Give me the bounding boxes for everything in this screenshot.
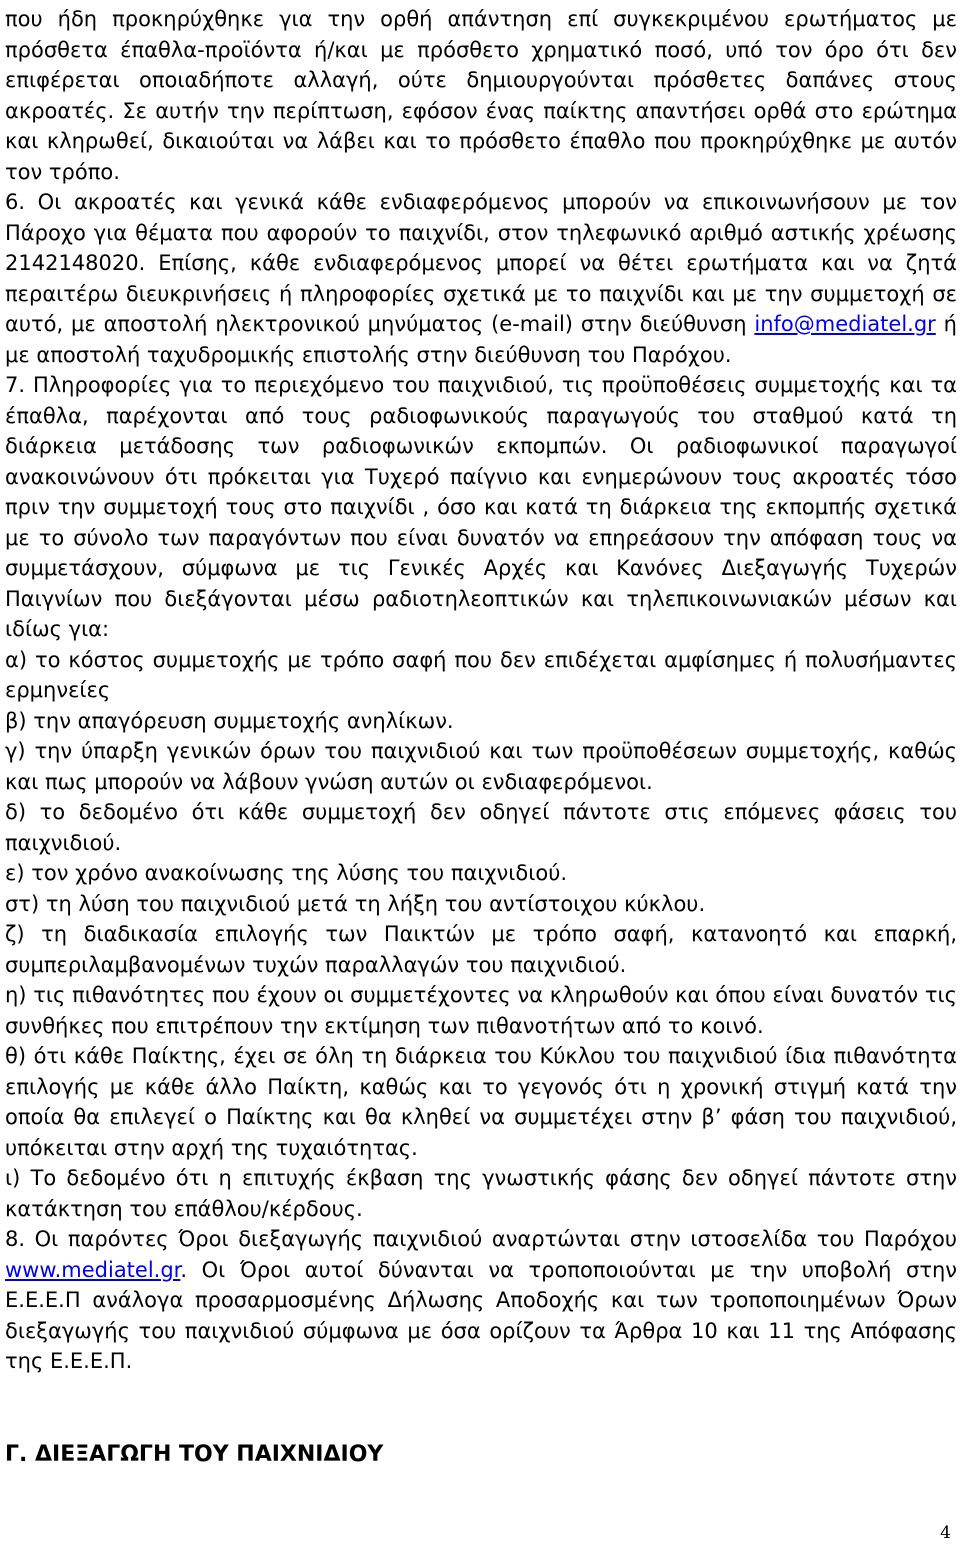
list-item-th: θ) ότι κάθε Παίκτης, έχει σε όλη τη διάρκεια του Κύκλου του παιχνιδιού ίδια πιθανότητα επιλογής με κάθε άλλο Παίκτη, καθώς και το γεγονός ότι η χρονική στιγμή κατά την οποία θα επιλεγεί ο Παίκτης και θα κληθεί να συμμετέχει στην β’ φάση του παιχνιδιού, υπόκειται στην αρχή της τυχαιότητας. xyxy=(5,1044,957,1160)
item-8-text: 8. Οι παρόντες Όροι διεξαγωγής παιχνιδιού αναρτώνται στην ιστοσελίδα του Παρόχου xyxy=(5,1227,957,1251)
list-item-e: ε) τον χρόνο ανακοίνωσης της λύσης του παιχνιδιού. xyxy=(5,861,568,885)
section-heading: Γ. ΔΙΕΞΑΓΩΓΗ ΤΟΥ ΠΑΙΧΝΙΔΙΟΥ xyxy=(5,1442,384,1467)
item-8-text-end: . Οι Όροι αυτοί δύνανται να τροποποιούνται με την υποβολή στην Ε.Ε.Ε.Π ανάλογα προσαρμοσμένης Δήλωσης Αποδοχής και των τροποποιημένων Όρων διεξαγωγής του παιχνιδιού σύμφωνα με όσα ορίζουν τα Άρθρα 10 και 11 της Απόφασης της Ε.Ε.Ε.Π. xyxy=(5,1257,957,1373)
document-body xyxy=(5,4,957,1377)
list-item-h: η) τις πιθανότητες που έχουν οι συμμετέχοντες να κληρωθούν και όπου είναι δυνατόν τις συνθήκες που επιτρέπουν την εκτίμηση των πιθανοτήτων από το κοινό. xyxy=(5,983,957,1038)
paragraph-item-6 xyxy=(5,187,957,370)
list-item-b: β) την απαγόρευση συμμετοχής ανηλίκων. xyxy=(5,708,454,733)
list-item-z: ζ) τη διαδικασία επιλογής των Παικτών με τρόπο σαφή, κατανοητό και επαρκή, συμπεριλαμβανομένων τυχών παραλλαγών του παιχνιδιού. xyxy=(5,922,957,977)
paragraph-item-7: 7. Πληροφορίες για το περιεχόμενο του παιχνιδιού, τις προϋποθέσεις συμμετοχής και τα έπαθλα, παρέχονται από τους ραδιοφωνικούς παραγωγούς του σταθμού κατά τη διάρκεια μετάδοσης των ραδιοφωνικών εκπομπών. Οι ραδιοφωνικοί παραγωγοί ανακοινώνουν ότι πρόκειται για Τυχερό παίγνιο και ενημερώνουν τους ακροατές τόσο πριν την συμμετοχή τους στο παιχνίδι , όσο και κατά τη διάρκεια της εκπομπής σχετικά με το σύνολο των παραγόντων που είναι δυνατόν να επηρεάσουν την απόφαση τους να συμμετάσχουν, σύμφωνα με τις Γενικές Αρχές και Κανόνες Διεξαγωγής Τυχερών Παιγνίων που διεξάγονται μέσω ραδιοτηλεοπτικών και τηλεπικοινωνιακών μέσων και ιδίως για: xyxy=(5,373,957,641)
page-number: 4 xyxy=(940,1523,951,1543)
paragraph-intro: που ήδη προκηρύχθηκε για την ορθή απάντηση επί συγκεκριμένου ερωτήματος με πρόσθετα έπαθλα-προϊόντα ή/και με πρόσθετο χρηματικό ποσό, υπό τον όρο ότι δεν επιφέρεται οποιαδήποτε αλλαγή, ούτε δημιουργούνται πρόσθετες δαπάνες στους ακροατές. Σε αυτήν την περίπτωση, εφόσον ένας παίκτης απαντήσει ορθά στο ερώτημα και κληρωθεί, δικαιούται να λάβει και το πρόσθετο έπαθλο που προκηρύχθηκε με αυτόν τον τρόπο. xyxy=(5,7,957,184)
list-item-c: γ) την ύπαρξη γενικών όρων του παιχνιδιού και των προϋποθέσεων συμμετοχής, καθώς και πως μπορούν να λάβουν γνώση αυτών οι ενδιαφερόμενοι. xyxy=(5,739,957,794)
item-6-text: 6. Οι ακροατές και γενικά κάθε ενδιαφερόμενος μπορούν να επικοινωνήσουν με τον Πάροχο για θέματα που αφορούν το παιχνίδι, στον τηλεφωνικό αριθμό αστικής χρέωσης 2142148020. Επίσης, κάθε ενδιαφερόμενος μπορεί να θέτει ερωτήματα και να ζητά περαιτέρω διευκρινήσεις ή πληροφορίες σχετικά με το παιχνίδι και με την συμμετοχή σε αυτό, με αποστολή ηλεκτρονικού μηνύματος (e-mail) στην διεύθυνση xyxy=(5,190,957,336)
list-item-st: στ) τη λύση του παιχνιδιού μετά τη λήξη του αντίστοιχου κύκλου. xyxy=(5,891,706,916)
website-link[interactable]: www.mediatel.gr xyxy=(5,1257,181,1282)
list-item-i: ι) Το δεδομένο ότι η επιτυχής έκβαση της γνωστικής φάσης δεν οδηγεί πάντοτε στην κατάκτηση του επάθλου/κέρδους. xyxy=(5,1166,957,1221)
list-item-a: α) το κόστος συμμετοχής με τρόπο σαφή που δεν επιδέχεται αμφίσημες ή πολυσήμαντες ερμηνείες xyxy=(5,647,957,702)
list-item-d: δ) το δεδομένο ότι κάθε συμμετοχή δεν οδηγεί πάντοτε στις επόμενες φάσεις του παιχνιδιού. xyxy=(5,800,957,855)
item-6-text-end: ή με αποστολή ταχυδρομικής επιστολής στην διεύθυνση του Παρόχου. xyxy=(5,312,957,367)
paragraph-item-8 xyxy=(5,1224,957,1377)
email-link[interactable]: info@mediatel.gr xyxy=(754,312,936,336)
